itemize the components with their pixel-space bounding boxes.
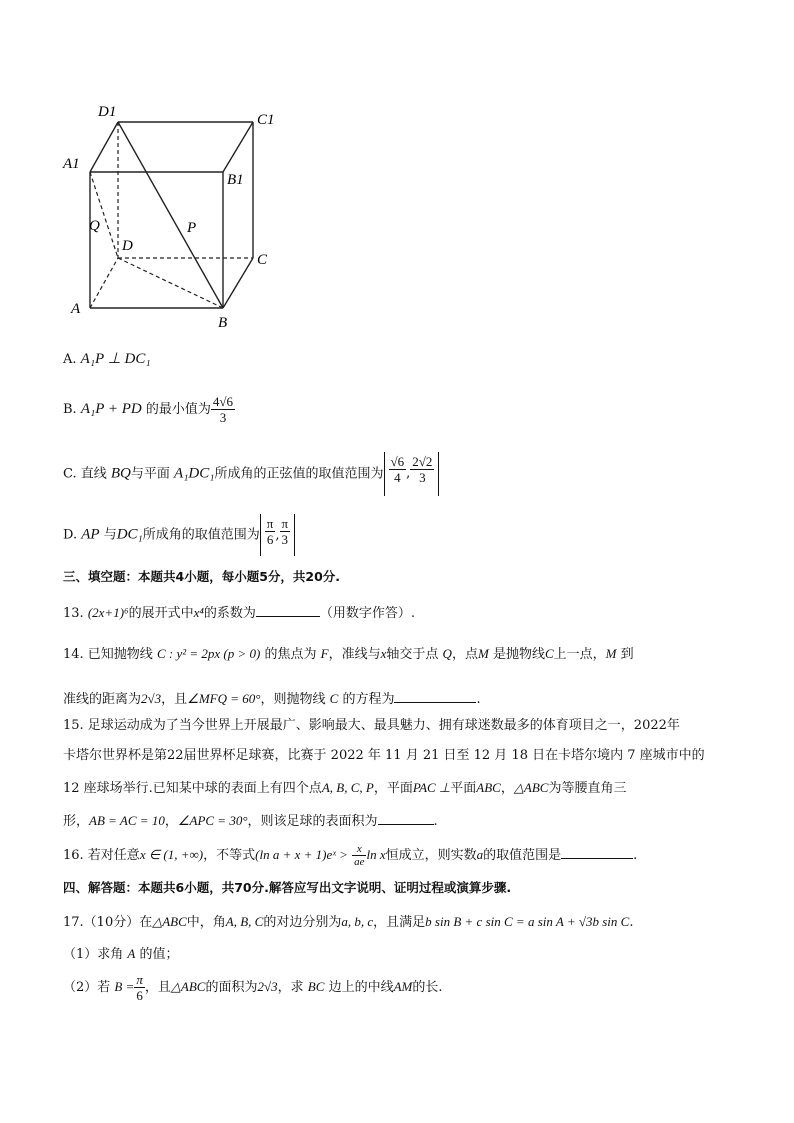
question-13: 13. (2x+1)⁶的展开式中x⁴的系数为 （用数字作答）. xyxy=(63,605,416,621)
label-p: P xyxy=(187,220,197,236)
section-4-title: 四、解答题：本题共6小题，共70分.解答应写出文字说明、证明过程或演算步骤. xyxy=(63,880,512,895)
edge-bc xyxy=(223,258,253,308)
question-15-line3: 12 座球场举行.已知某中球的表面上有四个点A, B, C, P，平面PAC ⊥平面ABC，△ABC为等腰直角三 xyxy=(63,780,627,796)
option-a: A. A₁P ⊥ DC₁ xyxy=(63,351,151,367)
label-a: A xyxy=(71,301,81,317)
option-b-fraction: $\frac{4√6}{3}$ xyxy=(212,394,234,425)
option-c-interval: $\frac{√6}{4}$ , $\frac{2√2}{3}$ xyxy=(384,452,440,496)
question-15-line2: 卡塔尔世界杯是第22届世界杯足球赛，比赛于 2022 年 11 月 21 日至 12 月 18 日在卡塔尔境内 7 座城市中的 xyxy=(63,748,705,763)
label-d: D xyxy=(122,238,133,254)
edge-a1d1 xyxy=(90,122,118,172)
option-d: D. AP 与DC₁所成角的取值范围为 $\frac{\pi}{6}$ , $\frac{\pi}{3}$ xyxy=(63,514,295,556)
question-14-line1: 14. 已知抛物线 C : y² = 2px (p > 0) 的焦点为 F，准线与x轴交于点 Q，点M 是抛物线C上一点，M 到 xyxy=(63,646,634,662)
edge-b1c1 xyxy=(223,122,253,172)
question-15-line4: 形，AB = AC = 10，∠APC = 30°，则该足球的表面积为 . xyxy=(63,813,438,829)
question-16: 16. 若对任意x ∈ (1, +∞)，不等式(ln a + x + 1)eˣ > $\frac{x}{ae}$ ln x恒成立，则实数a的取值范围是 . xyxy=(63,843,638,868)
diag-d1b xyxy=(118,122,223,308)
label-b1: B1 xyxy=(227,172,244,188)
question-17-part1: （1）求角 A 的值； xyxy=(63,946,179,962)
diag-db xyxy=(118,258,223,308)
option-d-interval: $\frac{\pi}{6}$ , $\frac{\pi}{3}$ xyxy=(260,514,295,556)
cube-figure xyxy=(60,95,290,335)
label-c1: C1 xyxy=(257,112,275,128)
option-c: C. 直线 BQ与平面 A₁DC₁所成角的正弦值的取值范围为 $\frac{√6}{4}$ , $\frac{2√2}{3}$ xyxy=(63,452,439,496)
question-14-line2: 准线的距离为2√3，且∠MFQ = 60°，则抛物线 C 的方程为 . xyxy=(63,691,481,707)
label-c: C xyxy=(257,252,268,268)
question-17-part2: （2）若 B = $\frac{\pi}{6}$ ，且△ABC的面积为2√3，求 BC 边上的中线AM的长. xyxy=(63,972,443,1003)
edge-ad xyxy=(90,258,118,308)
label-b: B xyxy=(218,315,228,331)
question-17: 17.（10分）在△ABC中，角A, B, C的对边分别为a, b, c，且满足b sin B + c sin C = a sin A + √3b sin C. xyxy=(63,914,634,930)
option-a-expr: A₁P ⊥ DC₁ xyxy=(80,351,151,367)
label-a1: A1 xyxy=(63,156,80,172)
label-q: Q xyxy=(89,218,100,234)
option-b: B. A₁P + PD 的最小值为 $\frac{4√6}{3}$ xyxy=(63,394,234,425)
question-15-line1: 15. 足球运动成为了当今世界上开展最广、影响最大、最具魅力、拥有球迷数最多的体育项目之一，2022年 xyxy=(63,718,680,733)
label-d1: D1 xyxy=(98,104,117,120)
section-3-title: 三、填空题：本题共4小题，每小题5分，共20分. xyxy=(63,569,341,584)
diag-a1d xyxy=(90,172,118,258)
